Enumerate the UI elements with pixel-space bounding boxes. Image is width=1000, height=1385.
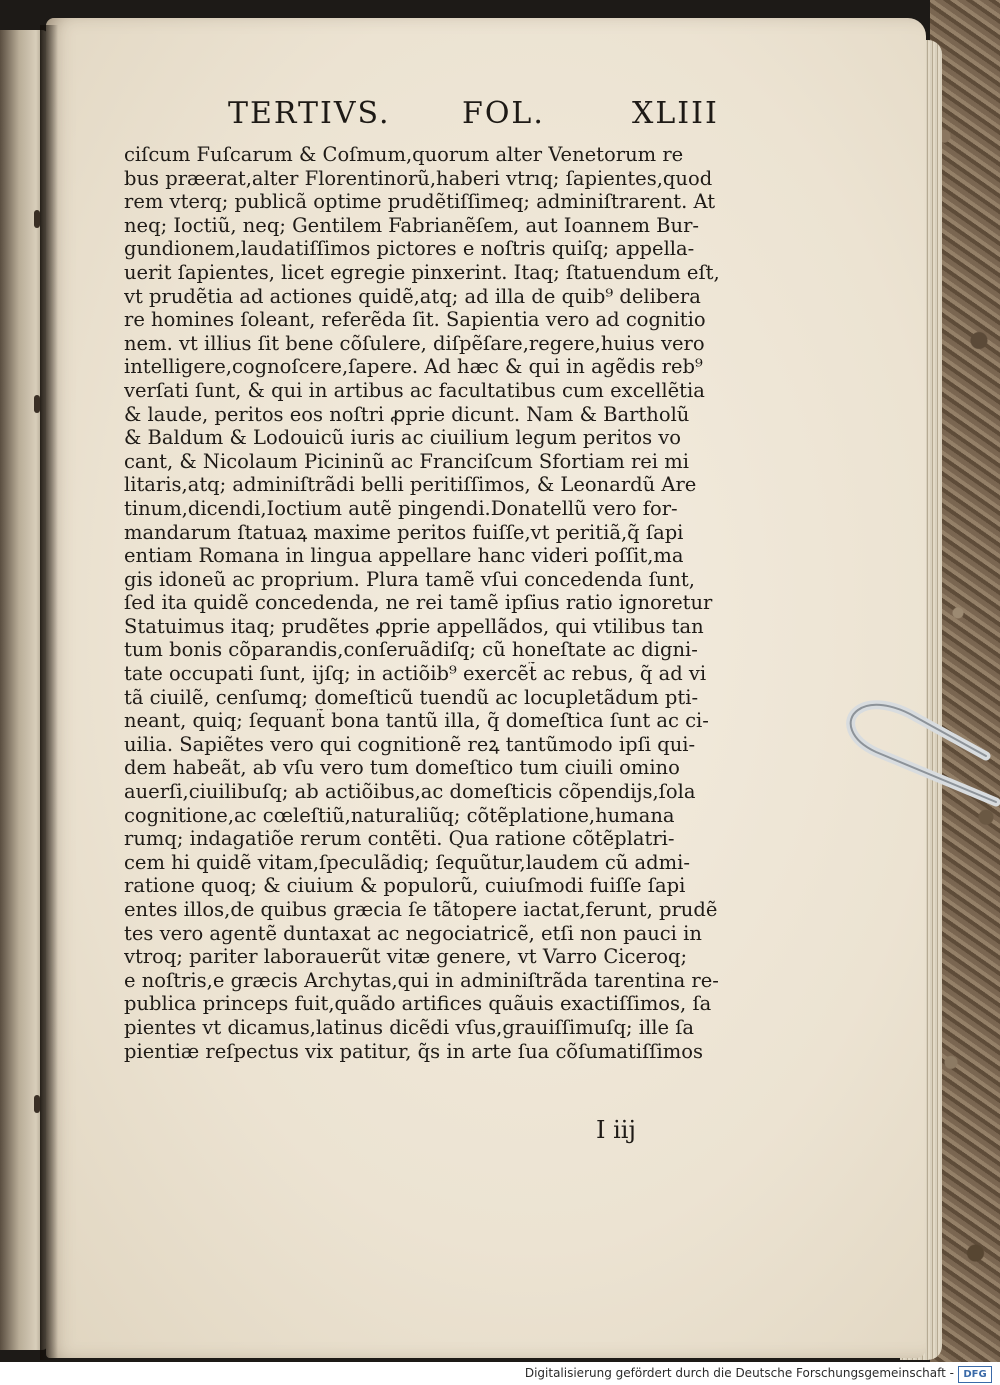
text-line: ciſcum Fuſcarum & Coſmum,quorum alter Venetorum re [124, 143, 684, 166]
text-line: & Baldum & Lodouicũ iuris ac ciuilium legum peritos vo [124, 426, 682, 450]
text-line: auerſi,ciuilibuſq; ab actiõibus,ac domeſticis cõpendijs,ſola [124, 780, 696, 804]
paper-clip [836, 690, 1000, 820]
text-line: intelligere,cognoſcere,ſapere. Ad hæc & qui in agẽdis reb⁹ [124, 355, 703, 379]
text-line: tes vero agentẽ duntaxat ac negociatricẽ, etſi non pauci in [124, 921, 702, 945]
text-line: uilia. Sapiẽtes vero qui cognitionẽ reꝝ tantũmodo ipſi qui- [124, 732, 696, 756]
signature-mark: I iij [596, 1116, 636, 1144]
funding-credit: Digitalisierung gefördert durch die Deutsche Forschungsgemeinschaft - [524, 1366, 954, 1380]
text-line: Statuimus itaq; prudẽtes ꝓprie appellãdos, qui vtilibus tan [124, 614, 704, 638]
footer-bar [0, 1362, 1000, 1385]
text-line: cant, & Nicolaum Picininũ ac Franciſcum Sfortiam rei mi [124, 449, 689, 473]
text-line: e noſtris,e græcis Archytas,qui in adminiſtrãda tarentina re- [124, 968, 719, 992]
body-text [124, 143, 774, 1063]
folio-label: FOL. [462, 96, 545, 131]
text-line: cem hi quidẽ vitam,ſpeculãdiq; ſequũtur,laudem cũ admi- [124, 850, 690, 874]
text-line: publica princeps fuit,quãdo artifices quãuis exactiſſimos, ſa [124, 992, 712, 1016]
text-line: tum bonis cõparandis,conſeruãdiſq; cũ honeſtate ac digni- [124, 638, 698, 662]
text-line: cognitione,ac cœleſtiũ,naturaliũq; cõtẽplatione,humana [124, 803, 675, 827]
text-line: mandarum ſtatuaꝝ maxime peritos fuiſſe,vt peritiã,q̃ ſapi [124, 520, 684, 544]
text-line: vt prudẽtia ad actiones quidẽ,atq; ad illa de quib⁹ delibera [124, 284, 701, 308]
text-line: neq; Ioctiũ, neq; Gentilem Fabrianẽſem, aut Ioannem Bur- [124, 213, 699, 237]
text-line: verſati ſunt, & qui in artibus ac facultatibus cum excellẽtia [124, 378, 705, 402]
folio-number: XLIII [632, 96, 719, 131]
text-line: neant, quiq; ſequant̃ bona tantũ illa, q̃ domeſtica ſunt ac ci- [124, 709, 709, 733]
text-line: dem habeãt, ab vſu vero tum domeſtico tum ciuili omino [124, 756, 680, 780]
text-line: entes illos,de quibus græcia ſe tãtopere iactat,ferunt, prudẽ [124, 898, 718, 921]
text-line: rem vterq; publicã optime prudẽtiſſimeq; adminiſtrarent. At [124, 190, 716, 214]
text-line: litaris,atq; adminiſtrãdi belli peritiſſimos, & Leonardũ Are [124, 473, 697, 497]
binding-shadow [40, 25, 58, 1360]
text-line: tã ciuilẽ, cenſumq; domeſticũ tuendũ ac locupletãdum pti- [124, 685, 699, 709]
text-line: entiam Romana in lingua appellare hanc videri poſſit,ma [124, 544, 684, 568]
text-line: ratione quoq; & ciuium & populorũ, cuiuſmodi fuiſſe ſapi [124, 874, 686, 898]
text-line: vtroq; pariter laborauerũt vitæ genere, vt Varro Ciceroq; [124, 945, 688, 969]
text-line: gundionem,laudatiſſimos pictores e noſtris quiſq; appella- [124, 237, 695, 261]
text-line: rumq; indagatiõe rerum contẽti. Qua ratione cõtẽplatri- [124, 827, 675, 851]
page-header [120, 96, 750, 140]
text-line: uerit ſapientes, licet egregie pinxerint. Itaq; ſtatuendum eſt, [124, 260, 720, 284]
text-line: ſed ita quidẽ concedenda, ne rei tamẽ ipſius ratio ignoretur [124, 591, 713, 615]
dfg-logo: DFG [958, 1366, 992, 1383]
text-line: tate occupati ſunt, ijſq; in actiõib⁹ exercẽt̃ ac rebus, q̃ ad vi [124, 662, 707, 686]
text-line: pientiæ reſpectus vix patitur, q̃s in arte ſua cõſumatiſſimos [124, 1039, 703, 1063]
running-title: TERTIVS. [228, 96, 391, 131]
text-line: bus præerat,alter Florentinorũ,haberi vtrıq; ſapientes,quod [124, 166, 713, 190]
text-line: re homines ſoleant, referẽda ſit. Sapientia vero ad cognitio [124, 308, 706, 332]
text-line: pientes vt dicamus,latinus dicẽdi vſus,grauiſſimuſq; ille ſa [124, 1015, 695, 1039]
text-line: & laude, peritos eos noſtri ꝓprie dicunt. Nam & Bartholũ [124, 402, 690, 426]
text-line: nem. vt illius ſit bene cõſulere, diſpẽſare,regere,huius vero [124, 331, 705, 355]
text-line: gis idoneũ ac proprium. Plura tamẽ vſui concedenda ſunt, [124, 567, 695, 591]
text-line: tinum,dicendi,Ioctium autẽ pingendi.Donatellũ vero for- [124, 496, 678, 520]
